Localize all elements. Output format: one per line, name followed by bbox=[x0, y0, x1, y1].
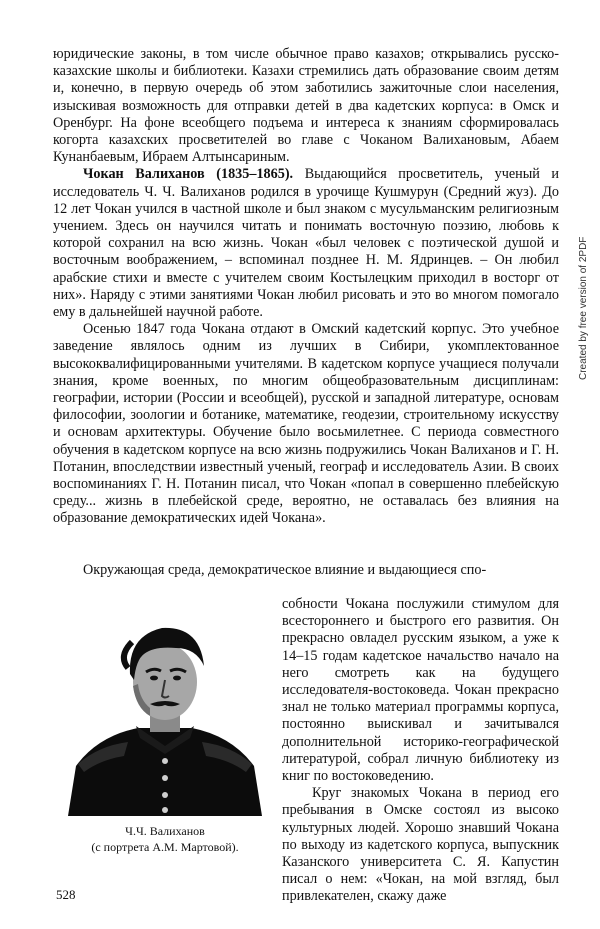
portrait-illustration bbox=[58, 596, 272, 816]
caption-line-2: (с портрета А.М. Мартовой). bbox=[91, 840, 239, 854]
watermark-side-text: Created by free version of 2PDF bbox=[578, 236, 589, 380]
paragraph-3: Осенью 1847 года Чокана отдают в Омский кадетский корпус. Это учебное заведение являлось одним из лучших в Сибири, укомплектованное высококвалифицированными учителями. В кадетском корпусе учащиеся получали знания, кроме военных, по многим общеобразовательным дисциплинам: географии, истории (России и всеобщей), русской и западной литературе, основам философии, зоологии и ботанике, математике, геодезии, строительному искусству и основам архитектуры. Обучение было восьмилетнее. С периода совместного обучения в кадетском корпусе на всю жизнь подружились Чокан Валиханов и Г. Н. Потанин, впоследствии известный ученый, географ и исследователь Азии. В своих воспоминаниях Г. Н. Потанин писал, что Чокан «попал в совершенно плебейскую среду... жизнь в плебейской среде, вероятно, не оставалась без влияния на образование демократических идей Чокана». bbox=[53, 321, 559, 527]
page-number: 528 bbox=[56, 887, 76, 902]
paragraph-2-text: Выдающийся просветитель, ученый и исследователь Ч. Ч. Валиханов родился в урочище Кушмурун (Средний жуз). До 12 лет Чокан учился в частной школе и был знаком с мусульманским религиозным учением. Здесь он научился читать и понимать восточную поэзию, любовь к которой сохранил на всю жизнь. Чокан «был человек с поэтической душой и восточным воображением, – вспоминал позднее Н. М. Ядринцев. – Он любил арабские стихи и вместе с учителем своим Костылецким приходил в восторг от них». Наряду с этими занятиями Чокан любил рисовать и это во многом помогало ему в дальнейшей научной работе. bbox=[53, 166, 560, 321]
paragraph-5: Круг знакомых Чокана в период его пребывания в Омске состоял из высоко культурных людей. Хорошо знавший Чокана по выходу из кадетского корпуса, выпускник Казанского университета С. Я. Капустин писал о нем: «Чокан, на мой взгляд, был привлекателен, скажу даже bbox=[282, 785, 559, 905]
caption-line-1: Ч.Ч. Валиханов bbox=[125, 824, 205, 838]
wrap-intro-line bbox=[53, 562, 559, 579]
bold-lead: Чокан Валиханов (1835–1865). bbox=[83, 166, 294, 183]
portrait-image bbox=[58, 596, 272, 816]
paragraph-4-start: Окружающая среда, демократическое влияние и выдающиеся спо- bbox=[83, 562, 487, 578]
main-text-block bbox=[53, 46, 559, 528]
paragraph-4-cont: собности Чокана послужили стимулом для всестороннего и быстрого его развития. Он прекрасно овладел русским языком, а уже к 14–15 годам кадетское начальство начало на него смотреть как на будущего исследователя-востоковеда. Чокан прекрасно знал не только материал программы корпуса, постоянно выискивал и зачитывался дополнительной историко-географической литературой, собрал личную библиотеку из книг по востоковедению. bbox=[282, 596, 559, 785]
portrait-caption bbox=[58, 823, 272, 855]
paragraph-1: юридические законы, в том числе обычное право казахов; открывались русско-казахские школы и библиотеки. Казахи стремились дать образование своим детям и, конечно, в первую очередь об этом заботились зажиточные слои населения, изыскивая возможность для отправки детей в два кадетских корпуса: в Омск и Оренбург. На фоне всеобщего подъема и интереса к знаниям сформировалась когорта казахских просветителей во главе с Чоканом Валихановым, Абаем Кунанбаевым, Ибраем Алтынсариным. bbox=[53, 46, 559, 166]
right-text-column bbox=[282, 596, 559, 906]
paragraph-2 bbox=[53, 166, 559, 321]
